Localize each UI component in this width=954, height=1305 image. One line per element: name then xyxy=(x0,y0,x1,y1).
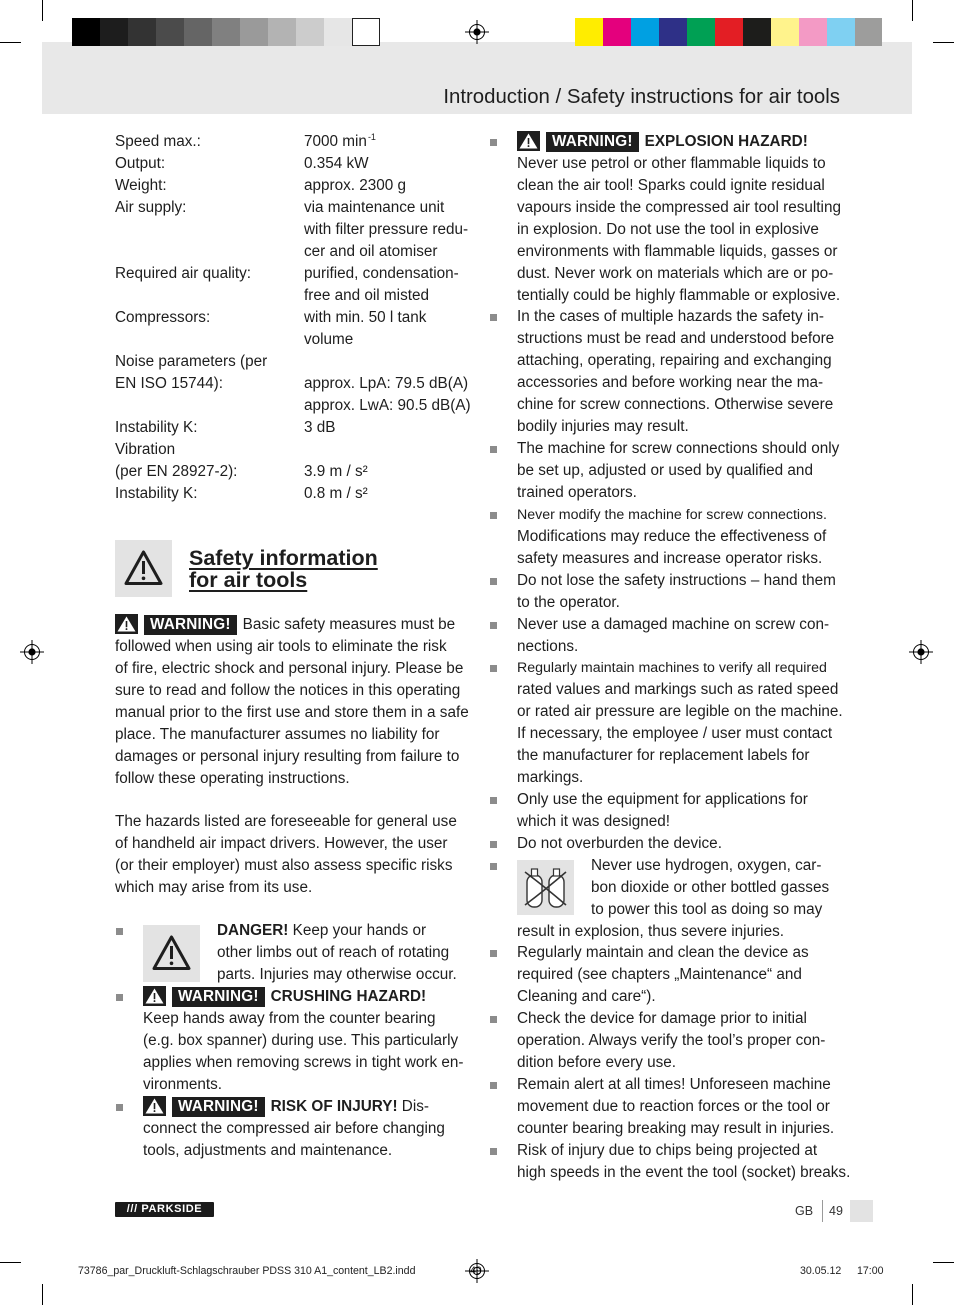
spec-row xyxy=(115,461,471,483)
bullet-marker xyxy=(490,446,497,453)
spec-label: EN ISO 15744): xyxy=(115,375,223,392)
bullet-marker xyxy=(116,994,123,1001)
bullet-marker xyxy=(490,622,497,629)
bullet-item xyxy=(517,438,839,504)
bullet-line: to the operator. xyxy=(517,594,620,611)
bullet-line: Check the device for damage prior to initial xyxy=(517,1010,807,1027)
hazard-title: CRUSHING HAZARD! xyxy=(270,988,427,1005)
bullet-line: If necessary, the employee / user must contact xyxy=(517,725,833,742)
bullet-marker xyxy=(490,314,497,321)
bullet-line: parts. Injuries may otherwise occur. xyxy=(217,966,457,983)
bullet-line: other limbs out of reach of rotating xyxy=(217,944,450,961)
spec-value: free and oil misted xyxy=(304,287,429,304)
registration-mark-icon xyxy=(465,20,489,44)
color-swatch xyxy=(827,18,855,46)
crop-mark xyxy=(933,42,954,43)
bullet-line: structions must be read and understood before xyxy=(517,330,835,347)
bullet-line: applies when removing screws in tight work en- xyxy=(143,1054,464,1071)
bullet-item-danger xyxy=(143,920,465,986)
paragraph-text: Basic safety measures must be xyxy=(242,616,456,633)
spec-row xyxy=(115,241,471,263)
gray-swatch xyxy=(156,18,184,46)
gas-bottle-prohibited-icon xyxy=(517,860,574,915)
bullet-item xyxy=(517,570,836,614)
spec-value: 3.9 m / s² xyxy=(304,463,368,480)
gray-swatch xyxy=(128,18,156,46)
hazards-paragraph xyxy=(115,811,457,899)
section-heading xyxy=(189,547,378,591)
bullet-line: operation. Always verify the tool’s proper con- xyxy=(517,1032,826,1049)
paragraph-line: followed when using air tools to eliminate the risk xyxy=(115,638,447,655)
spec-row xyxy=(115,307,471,329)
bullet-line: bodily injuries may result. xyxy=(517,418,689,435)
color-swatch xyxy=(659,18,687,46)
bullet-line: the manufacturer for replacement labels for xyxy=(517,747,810,764)
spec-value: via maintenance unit xyxy=(304,199,445,216)
gray-swatch xyxy=(212,18,240,46)
bullet-line: markings. xyxy=(517,769,584,786)
crop-mark xyxy=(42,1284,43,1305)
spec-exponent: -1 xyxy=(367,132,376,142)
spec-label: Air supply: xyxy=(115,199,187,216)
spec-label: Instability K: xyxy=(115,419,198,436)
spec-value: 7000 min xyxy=(304,133,367,150)
bullet-line: In the cases of multiple hazards the safety in- xyxy=(517,308,824,325)
bullet-line: nections. xyxy=(517,638,579,655)
bullet-item xyxy=(517,1140,850,1184)
gray-swatch xyxy=(240,18,268,46)
spec-row xyxy=(115,417,471,439)
bullet-item xyxy=(517,657,843,789)
gray-swatch xyxy=(100,18,128,46)
page-number: 49 xyxy=(829,1204,843,1218)
bullet-line: Do not overburden the device. xyxy=(517,835,722,852)
bullet-marker xyxy=(116,928,123,935)
spec-label: (per EN 28927-2): xyxy=(115,463,238,480)
bullet-line: Cleaning and care“). xyxy=(517,988,656,1005)
bullet-item xyxy=(517,1008,825,1074)
bullet-marker xyxy=(490,863,497,870)
bullet-line: accessories and before working near the ma- xyxy=(517,374,824,391)
spec-value: approx. LpA: 79.5 dB(A) xyxy=(304,375,469,392)
bullet-item-injury xyxy=(143,1096,445,1162)
color-swatch xyxy=(715,18,743,46)
spec-row xyxy=(115,131,471,153)
paragraph-line: manual prior to the first use and store them in a safe xyxy=(115,704,469,721)
bullet-line: Remain alert at all times! Unforeseen machine xyxy=(517,1076,831,1093)
spec-row xyxy=(115,395,471,417)
bullet-item xyxy=(517,833,722,855)
bullet-line: bon dioxide or other bottled gasses xyxy=(591,879,830,896)
bullet-item xyxy=(517,942,809,1008)
bullet-line xyxy=(217,920,457,942)
page-title: Introduction / Safety instructions for air tools xyxy=(443,86,840,108)
spec-value: with min. 50 l tank xyxy=(304,309,427,326)
spec-value: approx. LwA: 90.5 dB(A) xyxy=(304,397,471,414)
footer-separator xyxy=(822,1200,823,1222)
section-heading-line: for air tools xyxy=(189,568,308,592)
bullet-line: Risk of injury due to chips being projected at xyxy=(517,1142,818,1159)
crop-mark xyxy=(912,1284,913,1305)
spec-value: 3 dB xyxy=(304,419,336,436)
bullet-item xyxy=(517,1074,834,1140)
warning-label: WARNING! xyxy=(172,1097,265,1117)
warning-small-icon xyxy=(143,1096,166,1116)
bullet-line: tools, adjustments and maintenance. xyxy=(143,1142,393,1159)
bullet-line: rated values and markings such as rated speed xyxy=(517,681,839,698)
bullet-line: dition before every use. xyxy=(517,1054,677,1071)
warning-small-icon xyxy=(517,131,540,151)
bullet-line: Regularly maintain and clean the device as xyxy=(517,944,809,961)
bullet-marker xyxy=(490,665,497,672)
bullet-line: vironments. xyxy=(143,1076,223,1093)
header-band xyxy=(42,42,912,114)
spec-label: Output: xyxy=(115,155,166,172)
spec-row xyxy=(115,285,471,307)
gray-swatch xyxy=(72,18,100,46)
bullet-line xyxy=(517,131,841,153)
spec-value: 0.354 kW xyxy=(304,155,369,172)
bullet-line: movement due to reaction forces or the tool or xyxy=(517,1098,830,1115)
bullet-line: chine for screw connections. Otherwise severe xyxy=(517,396,834,413)
bullet-item xyxy=(517,789,808,833)
warning-small-icon xyxy=(143,986,166,1006)
crop-mark xyxy=(933,1262,954,1263)
gray-swatch xyxy=(184,18,212,46)
slug-page: 49 xyxy=(470,1265,482,1277)
bullet-line: in explosion. Do not use the tool in explosive xyxy=(517,221,819,238)
bullet-item-crushing xyxy=(143,986,464,1096)
bullet-line: clean the air tool! Sparks could ignite residual xyxy=(517,177,825,194)
bullet-item-bottled-gas xyxy=(517,855,840,943)
warning-label: WARNING! xyxy=(172,987,265,1007)
paragraph-line: (or their employer) must also assess specific risks xyxy=(115,857,453,874)
paragraph-line: damages or personal injury resulting from failure to xyxy=(115,748,460,765)
bullet-line: Never use a damaged machine on screw con- xyxy=(517,616,830,633)
crop-mark xyxy=(912,0,913,21)
gray-swatch xyxy=(268,18,296,46)
bullet-line: Regularly maintain machines to verify all required xyxy=(517,660,827,676)
gray-swatch xyxy=(352,18,380,46)
brand-logo: /// PARKSIDE xyxy=(115,1202,214,1217)
bullet-marker xyxy=(490,512,497,519)
spec-label: Compressors: xyxy=(115,309,211,326)
bullet-text: Dis- xyxy=(401,1098,429,1115)
bullet-line: high speeds in the event the tool (socket) breaks. xyxy=(517,1164,851,1181)
bullet-line: trained operators. xyxy=(517,484,637,501)
bullet-line: (e.g. box spanner) during use. This particularly xyxy=(143,1032,459,1049)
danger-label: DANGER! xyxy=(217,922,289,939)
spec-label: Noise parameters (per xyxy=(115,353,268,370)
bullet-marker xyxy=(490,841,497,848)
bullet-line xyxy=(143,986,464,1008)
bullet-line: Never use hydrogen, oxygen, car- xyxy=(591,857,822,874)
paragraph-line: place. The manufacturer assumes no liability for xyxy=(115,726,440,743)
spec-label: Weight: xyxy=(115,177,167,194)
spec-label: Speed max.: xyxy=(115,133,201,150)
warning-paragraph xyxy=(115,614,469,790)
spec-value: 0.8 m / s² xyxy=(304,485,368,502)
gray-swatch xyxy=(296,18,324,46)
bullet-line: Modifications may reduce the effectiveness of xyxy=(517,528,827,545)
warning-triangle-icon xyxy=(143,925,200,982)
bullet-item xyxy=(517,614,829,658)
bullet-line: counter bearing breaking may result in injuries. xyxy=(517,1120,835,1137)
registration-mark-icon xyxy=(465,1259,489,1283)
paragraph-line: of handheld air impact drivers. However, the user xyxy=(115,835,448,852)
bullet-line: connect the compressed air before changing xyxy=(143,1120,445,1137)
bullet-line: vapours inside the compressed air tool resulting xyxy=(517,199,841,216)
paragraph-line: sure to read and follow the notices in this operating xyxy=(115,682,461,699)
bullet-marker xyxy=(490,1148,497,1155)
slug-time: 17:00 xyxy=(857,1265,884,1277)
bullet-line: Never modify the machine for screw connections. xyxy=(517,507,827,523)
bullet-line: result in explosion, thus severe injuries. xyxy=(517,923,784,940)
bullet-line: Do not lose the safety instructions – hand them xyxy=(517,572,836,589)
spec-row xyxy=(115,373,471,395)
spec-label: Instability K: xyxy=(115,485,198,502)
crop-mark xyxy=(0,1262,21,1263)
bullet-text: Keep your hands or xyxy=(292,922,427,939)
warning-label: WARNING! xyxy=(144,615,237,635)
bullet-marker xyxy=(116,1104,123,1111)
bullet-marker xyxy=(490,1082,497,1089)
registration-mark-icon xyxy=(20,640,44,664)
language-code: GB xyxy=(795,1204,814,1218)
paragraph-line: follow these operating instructions. xyxy=(115,770,350,787)
crop-mark xyxy=(42,0,43,21)
color-swatch xyxy=(575,18,603,46)
spec-row xyxy=(115,197,471,219)
spec-value: purified, condensation- xyxy=(304,265,459,282)
bullet-line: which it was designed! xyxy=(517,813,671,830)
hazard-title: EXPLOSION HAZARD! xyxy=(644,133,808,150)
spec-value: volume xyxy=(304,331,354,348)
color-swatch xyxy=(855,18,882,46)
spec-row xyxy=(115,351,471,373)
bullet-line: to power this tool as doing so may xyxy=(591,901,823,918)
gray-swatch xyxy=(324,18,352,46)
crop-mark xyxy=(0,42,21,43)
spec-row xyxy=(115,483,471,505)
warning-triangle-icon xyxy=(115,540,172,597)
bullet-item xyxy=(517,504,827,570)
bullet-line: dust. Never work on materials which are or po- xyxy=(517,265,834,282)
bullet-marker xyxy=(490,950,497,957)
slug-date: 30.05.12 xyxy=(800,1265,842,1277)
bullet-line: safety measures and increase operator risks. xyxy=(517,550,823,567)
bullet-marker xyxy=(490,139,497,146)
paragraph-line: which may arise from its use. xyxy=(115,879,313,896)
hazard-title: RISK OF INJURY! xyxy=(270,1098,398,1115)
spec-label: Vibration xyxy=(115,441,176,458)
bullet-line: Keep hands away from the counter bearing xyxy=(143,1010,436,1027)
bullet-marker xyxy=(490,578,497,585)
bullet-line: Never use petrol or other flammable liquids to xyxy=(517,155,826,172)
spec-row xyxy=(115,263,471,285)
bullet-line: tentially could be highly flammable or explosive. xyxy=(517,287,841,304)
spec-value: with filter pressure redu- xyxy=(304,221,469,238)
bullet-marker xyxy=(490,797,497,804)
bullet-line xyxy=(143,1096,445,1118)
paragraph-line: The hazards listed are foreseeable for general use xyxy=(115,813,457,830)
bullet-line: environments with flammable liquids, gasses or xyxy=(517,243,838,260)
spec-label: Required air quality: xyxy=(115,265,252,282)
spec-row xyxy=(115,219,471,241)
bullet-item-explosion xyxy=(517,131,841,307)
color-swatch xyxy=(603,18,631,46)
bullet-line: be set up, adjusted or used by qualified and xyxy=(517,462,813,479)
page-tab xyxy=(850,1200,873,1222)
spec-value: approx. 2300 g xyxy=(304,177,407,194)
slug-filename: 73786_par_Druckluft-Schlagschrauber PDSS 310 A1_content_LB2.indd xyxy=(78,1265,416,1277)
warning-small-icon xyxy=(115,614,138,634)
bullet-marker xyxy=(490,1016,497,1023)
color-swatch xyxy=(687,18,715,46)
bullet-line: or rated air pressure are legible on the machine. xyxy=(517,703,843,720)
color-swatch xyxy=(631,18,659,46)
spec-row xyxy=(115,153,471,175)
color-swatch xyxy=(771,18,799,46)
spec-row xyxy=(115,439,471,461)
bullet-item xyxy=(517,306,834,438)
warning-label: WARNING! xyxy=(546,132,639,152)
section-heading-line: Safety information xyxy=(189,546,378,570)
paragraph-line xyxy=(115,614,469,636)
registration-mark-icon xyxy=(909,640,933,664)
color-swatch xyxy=(799,18,827,46)
spec-row xyxy=(115,175,471,197)
bullet-line: The machine for screw connections should only xyxy=(517,440,840,457)
spec-table xyxy=(115,131,471,505)
bullet-line: required (see chapters „Maintenance“ and xyxy=(517,966,802,983)
spec-row xyxy=(115,329,471,351)
spec-value: cer and oil atomiser xyxy=(304,243,438,260)
bullet-line: Only use the equipment for applications for xyxy=(517,791,808,808)
paragraph-line: of fire, electric shock and personal injury. Please be xyxy=(115,660,464,677)
bullet-line: attaching, operating, repairing and exchanging xyxy=(517,352,832,369)
color-swatch xyxy=(743,18,771,46)
